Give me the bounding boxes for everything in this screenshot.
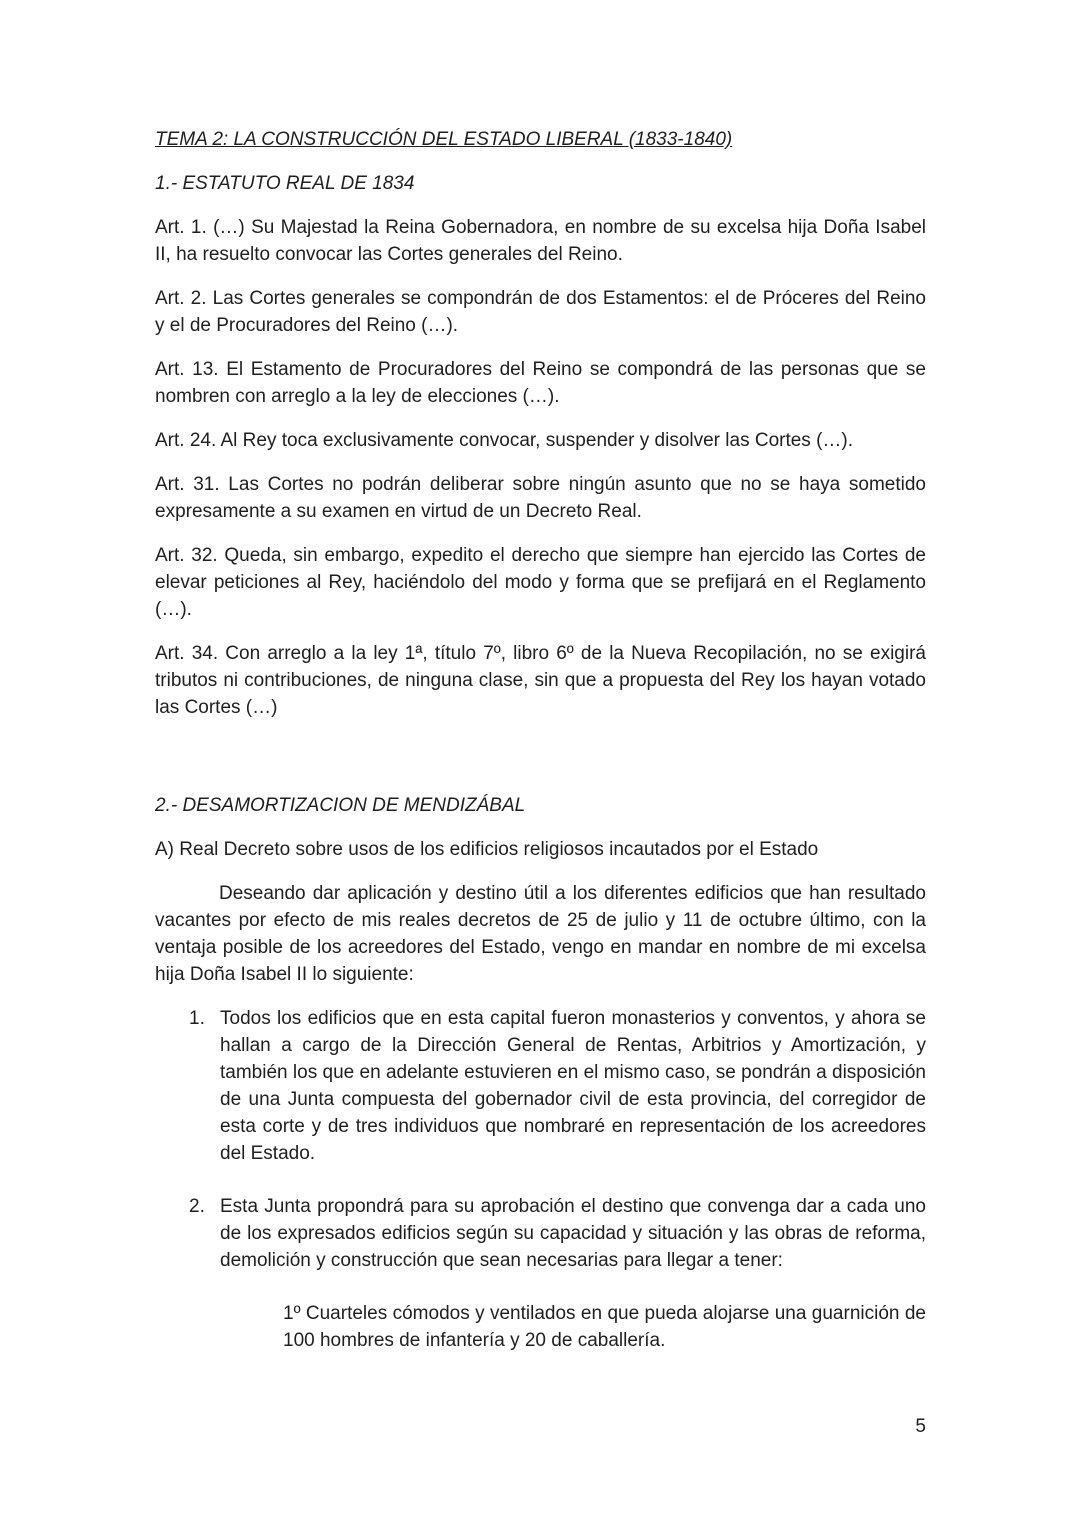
article-32: Art. 32. Queda, sin embargo, expedito el derecho que siempre han ejercido las Cortes de elevar peticiones al Rey, haciéndolo del modo y forma que se prefijará en el Reglamento (…). xyxy=(155,545,926,620)
page-number: 5 xyxy=(915,1416,926,1437)
list-item-number: 2. xyxy=(189,1196,205,1217)
section-heading-estatuto: 1.- ESTATUTO REAL DE 1834 xyxy=(155,173,415,194)
list-item xyxy=(155,1005,926,1167)
subheading-real-decreto: A) Real Decreto sobre usos de los edificios religiosos incautados por el Estado xyxy=(155,839,819,860)
list-item-number: 1. xyxy=(189,1008,205,1029)
list-item xyxy=(155,1193,926,1274)
decree-intro: Deseando dar aplicación y destino útil a los diferentes edificios que han resultado vacantes por efecto de mis reales decretos de 25 de julio y 11 de octubre último, con la ventaja posible de los acreedores del Estado, vengo en mandar en nombre de mi excelsa hija Doña Isabel II lo siguiente: xyxy=(155,883,926,985)
article-31: Art. 31. Las Cortes no podrán deliberar sobre ningún asunto que no se haya sometido expresamente a su examen en virtud de un Decreto Real. xyxy=(155,474,926,522)
article-1: Art. 1. (…) Su Majestad la Reina Gobernadora, en nombre de su excelsa hija Doña Isabel II, ha resuelto convocar las Cortes generales del Reino. xyxy=(155,217,926,265)
document-title: TEMA 2: LA CONSTRUCCIÓN DEL ESTADO LIBERAL (1833-1840) xyxy=(155,129,733,150)
section-heading-desamortizacion: 2.- DESAMORTIZACION DE MENDIZÁBAL xyxy=(155,795,526,816)
list-item-text: Todos los edificios que en esta capital fueron monasterios y conventos, y ahora se hallan a cargo de la Dirección General de Rentas, Arbitrios y Amortización, y también los que en adelante estuvieren en el mismo caso, se pondrán a disposición de una Junta compuesta del gobernador civil de esta provincia, del corregidor de esta corte y de tres individuos que nombraré en representación de los acreedores del Estado. xyxy=(220,1008,926,1164)
document-page xyxy=(155,126,926,1354)
article-34: Art. 34. Con arreglo a la ley 1ª, título 7º, libro 6º de la Nueva Recopilación, no se exigirá tributos ni contribuciones, de ninguna clase, sin que a propuesta del Rey los hayan votado las Cortes (…) xyxy=(155,643,926,718)
article-2: Art. 2. Las Cortes generales se compondrán de dos Estamentos: el de Próceres del Reino y el de Procuradores del Reino (…). xyxy=(155,288,926,336)
article-24: Art. 24. Al Rey toca exclusivamente convocar, suspender y disolver las Cortes (…). xyxy=(155,430,854,451)
sub-item-cuarteles: 1º Cuarteles cómodos y ventilados en que pueda alojarse una guarnición de 100 hombres de infantería y 20 de caballería. xyxy=(283,1303,926,1351)
article-13: Art. 13. El Estamento de Procuradores del Reino se compondrá de las personas que se nombren con arreglo a la ley de elecciones (…). xyxy=(155,359,926,407)
decree-list xyxy=(155,1005,926,1274)
list-item-text: Esta Junta propondrá para su aprobación el destino que convenga dar a cada uno de los expresados edificios según su capacidad y situación y las obras de reforma, demolición y construcción que sean necesarias para llegar a tener: xyxy=(220,1196,926,1271)
